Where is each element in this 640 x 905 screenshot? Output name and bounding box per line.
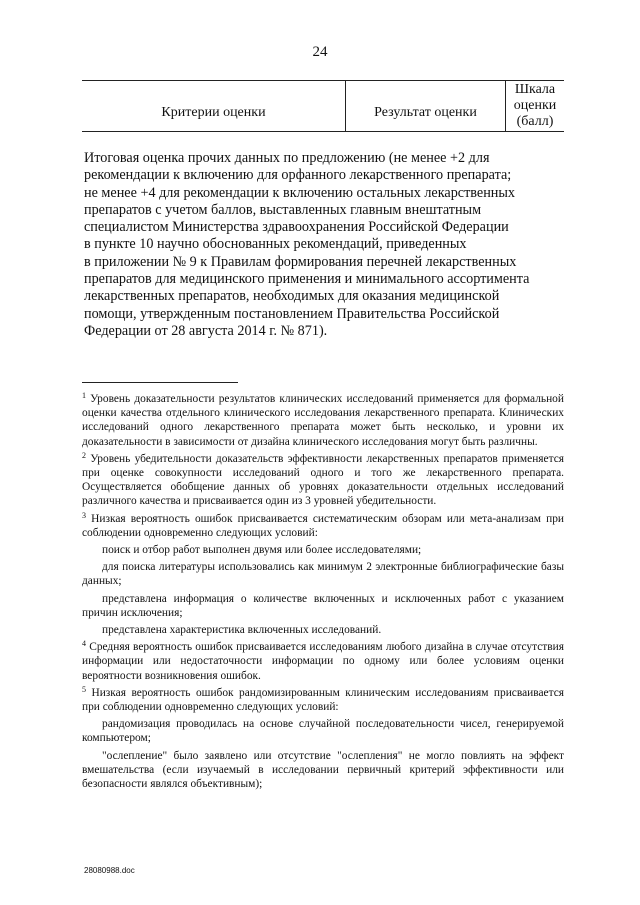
footnote-text: Уровень доказательности результатов клинических исследований применяется для формальной оценки качества отдельного клинического исследования лекарственного препарата. Клинических исследований одного лекарственного препарата может быть несколько, и уровни их доказательности в зависимости от дизайна клинического исследования могут быть различны.: [82, 393, 564, 448]
page-number: 24: [312, 44, 328, 60]
paragraph-line: препаратов с учетом баллов, выставленных главным внештатным: [84, 201, 482, 218]
paragraph-line: рекомендации к включению для орфанного лекарственного препарата;: [84, 167, 512, 184]
footnote-1: [82, 392, 564, 449]
header-scale-line: оценки: [513, 98, 557, 113]
footnote-marker: 4: [82, 639, 86, 649]
footnote-5-item: рандомизация проводилась на основе случайной последовательности чисел, генерируемой компьютером;: [82, 718, 564, 745]
header-scale-line: (балл): [516, 114, 554, 129]
footnote-text: Низкая вероятность ошибок рандомизированным клиническим исследованиям присваивается при соблюдении одновременно следующих условий:: [82, 686, 564, 714]
paragraph-line: в пункте 10 научно обоснованных рекомендаций, приведенных: [84, 236, 467, 253]
header-result: Результат оценки: [346, 81, 506, 131]
footnote-text: Низкая вероятность ошибок присваивается систематическим обзорам или мета-анализам при соблюдении одновременно следующих условий:: [82, 512, 564, 539]
footnote-marker: 1: [82, 391, 86, 400]
footnote-2: [82, 452, 564, 509]
footnote-marker: 3: [82, 510, 86, 520]
footnote-3-item: представлена информация о количестве включенных и исключенных работ с указанием причин исключения;: [82, 592, 564, 619]
footnote-separator: [82, 382, 238, 383]
footnote-marker: 2: [82, 450, 86, 460]
paragraph-line: препаратов для медицинского применения и минимального ассортимента: [84, 271, 530, 288]
paragraph-line: не менее +4 для рекомендации к включению остальных лекарственных: [84, 184, 516, 201]
footnote-text: Уровень убедительности доказательств эффективности лекарственных препаратов применяется при оценке совокупности исследований одного и того же лекарственного препарата. Осуществляется обобщение данных об уровнях доказательности отдельных исследований различного качества и присваивается один из 3 уровней убедительности.: [82, 452, 564, 508]
paragraph-line: помощи, утвержденным постановлением Правительства Российской: [84, 305, 500, 322]
final-assessment-paragraph: [84, 150, 560, 340]
paragraph-line: в приложении № 9 к Правилам формирования перечней лекарственных: [84, 253, 517, 270]
footnote-5-item: "ослепление" было заявлено или отсутствие "ослепления" не могло повлиять на эффект вмешательства (если изучаемый в исследовании первичный критерий эффективности или безопасности являлся объективным);: [82, 749, 564, 791]
footnote-text: Средняя вероятность ошибок присваивается исследованиям любого дизайна в случае отсутствия информации или недостаточности информации по одному или более условиям оценки вероятности возникновения ошибок.: [82, 641, 564, 682]
header-scale: [506, 81, 564, 131]
footnote-3-item: поиск и отбор работ выполнен двумя или более исследователями;: [102, 544, 422, 557]
footnote-3-item: для поиска литературы использовались как минимум 2 электронные библиографические базы данных;: [82, 561, 564, 588]
criteria-table-header: [82, 80, 564, 132]
document-code: 28080988.doc: [84, 866, 135, 875]
footnote-3-item: представлена характеристика включенных исследований.: [102, 624, 382, 637]
paragraph-line: специалистом Министерства здравоохранения Российской Федерации: [84, 219, 509, 236]
paragraph-line: лекарственных препаратов, необходимых для оказания медицинской: [84, 288, 500, 305]
header-scale-line: Шкала: [514, 82, 556, 97]
header-criteria: Критерии оценки: [82, 81, 346, 131]
footnote-marker: 5: [82, 684, 86, 694]
paragraph-line: Итоговая оценка прочих данных по предложению (не менее +2 для: [84, 150, 490, 166]
footnote-5: [82, 686, 564, 714]
footnote-4: [82, 640, 564, 683]
paragraph-line: Федерации от 28 августа 2014 г. № 871).: [84, 322, 328, 339]
footnotes: [82, 392, 564, 791]
footnote-3: [82, 512, 564, 540]
